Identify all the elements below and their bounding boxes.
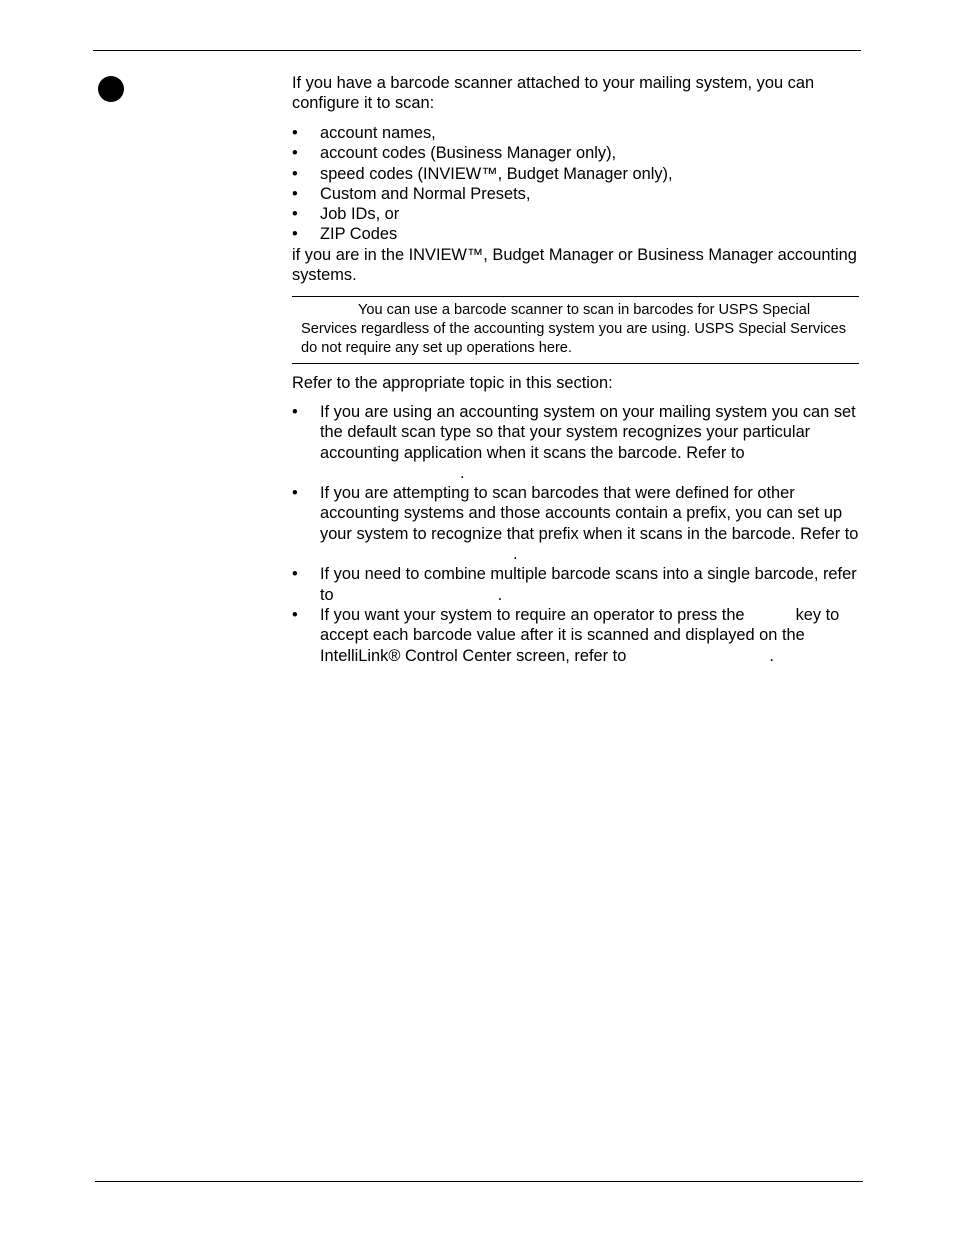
list-item: • speed codes (INVIEW™, Budget Manager only), [292, 164, 673, 183]
list-item: • If you are attempting to scan barcodes that were defined for other accounting systems and those accounts contain a prefix, you can set up your system to recognize that prefix when it scans in the barcode. Refer to. [292, 484, 859, 564]
accounting-systems-paragraph: if you are in the INVIEW™, Budget Manager or Business Manager accounting systems. [292, 246, 857, 285]
footer-rule [95, 1181, 863, 1182]
list-item: • account names, [292, 124, 436, 142]
note-text: You can use a barcode scanner to scan in barcodes for USPS Special Services regardless of the accounting system you are using. USPS Special Services do not require any set up operations here. [301, 302, 847, 356]
list-item: • If you are using an accounting system on your mailing system you can set the default scan type so that your system recognizes your particular accounting application when it scans the barcode. Refer to . [292, 403, 856, 482]
intro-paragraph: If you have a barcode scanner attached to your mailing system, you can configure it to scan: [292, 74, 815, 113]
note-box [292, 296, 859, 364]
section-marker-icon [98, 76, 124, 102]
list-item: • If you need to combine multiple barcode scans into a single barcode, refer to . [292, 565, 857, 604]
scan-type-list [292, 123, 860, 245]
list-item: • Job IDs, or [292, 205, 400, 224]
list-item: • Custom and Normal Presets, [292, 184, 531, 203]
topic-list [292, 402, 860, 666]
refer-intro: Refer to the appropriate topic in this section: [292, 374, 613, 392]
list-item: • ZIP Codes [292, 225, 398, 244]
header-rule [93, 50, 861, 51]
list-item: • account codes (Business Manager only), [292, 144, 617, 163]
list-item: • If you want your system to require an operator to press the key to accept each barcode value after it is scanned and displayed on the IntelliLink® Control Center screen, refer to . [292, 605, 840, 665]
